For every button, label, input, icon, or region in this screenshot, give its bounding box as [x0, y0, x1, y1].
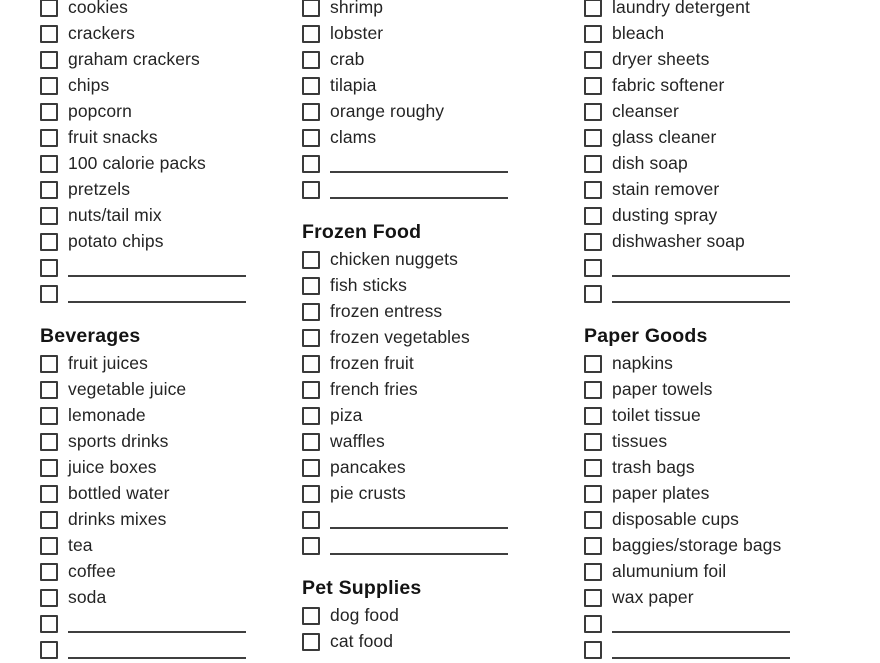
- checkbox[interactable]: [584, 181, 602, 199]
- checkbox[interactable]: [40, 0, 58, 17]
- checkbox[interactable]: [302, 155, 320, 173]
- checkbox[interactable]: [302, 633, 320, 651]
- checkbox[interactable]: [40, 129, 58, 147]
- checkbox[interactable]: [40, 259, 58, 277]
- checkbox[interactable]: [302, 433, 320, 451]
- item-label: dish soap: [612, 153, 688, 174]
- blank-checklist-row: [40, 637, 292, 663]
- checklist-row: [40, 151, 292, 177]
- blank-checklist-row: [302, 533, 554, 559]
- item-label: sports drinks: [68, 431, 169, 452]
- checkbox[interactable]: [584, 25, 602, 43]
- item-label: tissues: [612, 431, 668, 452]
- item-label: trash bags: [612, 457, 695, 478]
- item-label: coffee: [68, 561, 116, 582]
- checklist-row: [302, 325, 554, 351]
- item-label: paper plates: [612, 483, 710, 504]
- blank-checklist-row: [40, 281, 292, 307]
- checkbox[interactable]: [302, 381, 320, 399]
- checklist-row: [302, 21, 554, 47]
- checklist-row: [302, 351, 554, 377]
- checkbox[interactable]: [584, 381, 602, 399]
- item-label: chips: [68, 75, 110, 96]
- checkbox[interactable]: [40, 233, 58, 251]
- checkbox[interactable]: [302, 77, 320, 95]
- checklist-row: [40, 559, 292, 585]
- checkbox[interactable]: [40, 25, 58, 43]
- item-label: fruit snacks: [68, 127, 158, 148]
- checklist-row: [584, 403, 880, 429]
- checkbox[interactable]: [40, 207, 58, 225]
- checklist-row: [584, 47, 880, 73]
- blank-checklist-row: [40, 255, 292, 281]
- checklist-row: [302, 455, 554, 481]
- checklist-row: [40, 533, 292, 559]
- checklist-row: [302, 0, 554, 21]
- checkbox[interactable]: [302, 181, 320, 199]
- write-in-line[interactable]: [612, 615, 790, 633]
- checkbox[interactable]: [584, 155, 602, 173]
- write-in-line[interactable]: [612, 641, 790, 659]
- checkbox[interactable]: [302, 103, 320, 121]
- checkbox[interactable]: [584, 485, 602, 503]
- checkbox[interactable]: [584, 433, 602, 451]
- item-label: frozen vegetables: [330, 327, 470, 348]
- item-label: graham crackers: [68, 49, 200, 70]
- item-label: juice boxes: [68, 457, 157, 478]
- checkbox[interactable]: [40, 433, 58, 451]
- item-label: bleach: [612, 23, 665, 44]
- item-label: piza: [330, 405, 363, 426]
- checkbox[interactable]: [302, 485, 320, 503]
- checkbox[interactable]: [302, 407, 320, 425]
- checklist-row: [40, 455, 292, 481]
- checkbox[interactable]: [302, 129, 320, 147]
- checkbox[interactable]: [584, 355, 602, 373]
- checklist-row: [584, 481, 880, 507]
- checklist-row: [584, 73, 880, 99]
- checkbox[interactable]: [584, 0, 602, 17]
- item-label: nuts/tail mix: [68, 205, 162, 226]
- item-label: pretzels: [68, 179, 131, 200]
- checkbox[interactable]: [584, 103, 602, 121]
- item-label: pie crusts: [330, 483, 406, 504]
- checkbox[interactable]: [40, 103, 58, 121]
- checklist-row: [584, 559, 880, 585]
- write-in-line[interactable]: [330, 155, 508, 173]
- item-label: stain remover: [612, 179, 720, 200]
- item-label: fish sticks: [330, 275, 407, 296]
- checkbox[interactable]: [40, 485, 58, 503]
- item-label: frozen fruit: [330, 353, 414, 374]
- item-label: potato chips: [68, 231, 164, 252]
- checklist-row: [40, 229, 292, 255]
- item-label: soda: [68, 587, 107, 608]
- checkbox[interactable]: [584, 233, 602, 251]
- checklist-row: [40, 203, 292, 229]
- write-in-line[interactable]: [68, 259, 246, 277]
- checkbox[interactable]: [40, 155, 58, 173]
- checkbox[interactable]: [302, 607, 320, 625]
- checklist-row: [584, 455, 880, 481]
- blank-checklist-row: [302, 151, 554, 177]
- blank-checklist-row: [302, 177, 554, 203]
- checkbox[interactable]: [302, 355, 320, 373]
- write-in-line[interactable]: [612, 285, 790, 303]
- checkbox[interactable]: [40, 77, 58, 95]
- checklist-row: [302, 125, 554, 151]
- checklist-row: [302, 603, 554, 629]
- item-label: disposable cups: [612, 509, 739, 530]
- item-label: frozen entress: [330, 301, 443, 322]
- checklist-row: [40, 47, 292, 73]
- checklist-row: [40, 429, 292, 455]
- write-in-line[interactable]: [330, 181, 508, 199]
- checkbox[interactable]: [302, 303, 320, 321]
- checkbox[interactable]: [584, 641, 602, 659]
- item-label: paper towels: [612, 379, 713, 400]
- item-label: crackers: [68, 23, 135, 44]
- checklist-row: [302, 377, 554, 403]
- checkbox[interactable]: [40, 511, 58, 529]
- blank-checklist-row: [584, 611, 880, 637]
- checklist-row: [40, 73, 292, 99]
- checkbox[interactable]: [40, 51, 58, 69]
- checkbox[interactable]: [302, 459, 320, 477]
- checklist-row: [584, 125, 880, 151]
- checkbox[interactable]: [584, 589, 602, 607]
- checklist-row: [584, 429, 880, 455]
- checklist-row: [40, 403, 292, 429]
- checkbox[interactable]: [302, 537, 320, 555]
- checklist-row: [302, 47, 554, 73]
- item-label: crab: [330, 49, 365, 70]
- checkbox[interactable]: [584, 407, 602, 425]
- item-label: wax paper: [612, 587, 694, 608]
- write-in-line[interactable]: [612, 259, 790, 277]
- checkbox[interactable]: [40, 615, 58, 633]
- item-label: fabric softener: [612, 75, 725, 96]
- item-label: waffles: [330, 431, 385, 452]
- item-label: baggies/storage bags: [612, 535, 782, 556]
- checklist-row: [40, 351, 292, 377]
- item-label: chicken nuggets: [330, 249, 458, 270]
- checklist-row: [584, 585, 880, 611]
- checklist-row: [40, 177, 292, 203]
- checkbox[interactable]: [40, 355, 58, 373]
- item-label: alumunium foil: [612, 561, 727, 582]
- blank-checklist-row: [302, 507, 554, 533]
- checklist-row: [584, 99, 880, 125]
- item-label: fruit juices: [68, 353, 148, 374]
- checklist-row: [584, 151, 880, 177]
- checklist-row: [40, 0, 292, 21]
- item-label: drinks mixes: [68, 509, 167, 530]
- item-label: clams: [330, 127, 377, 148]
- checklist-row: [302, 73, 554, 99]
- item-label: dog food: [330, 605, 399, 626]
- item-label: tea: [68, 535, 93, 556]
- checkbox[interactable]: [302, 511, 320, 529]
- checkbox[interactable]: [40, 563, 58, 581]
- write-in-line[interactable]: [68, 285, 246, 303]
- blank-checklist-row: [584, 281, 880, 307]
- checkbox[interactable]: [40, 407, 58, 425]
- checklist-row: [302, 403, 554, 429]
- checklist-row: [40, 125, 292, 151]
- checklist-row: [302, 299, 554, 325]
- item-label: cat food: [330, 631, 394, 652]
- item-label: vegetable juice: [68, 379, 187, 400]
- checklist-column-left: [40, 0, 292, 663]
- checklist-row: [40, 21, 292, 47]
- item-label: cookies: [68, 0, 129, 18]
- write-in-line[interactable]: [330, 511, 508, 529]
- checkbox[interactable]: [584, 259, 602, 277]
- item-label: french fries: [330, 379, 418, 400]
- checklist-row: [40, 585, 292, 611]
- checkbox[interactable]: [302, 329, 320, 347]
- checkbox[interactable]: [40, 285, 58, 303]
- checkbox[interactable]: [40, 181, 58, 199]
- checkbox[interactable]: [40, 459, 58, 477]
- section-header-beverages: Beverages: [40, 325, 141, 347]
- section-header-pet-supplies: Pet Supplies: [302, 577, 422, 599]
- item-label: popcorn: [68, 101, 132, 122]
- item-label: tilapia: [330, 75, 377, 96]
- section-header-frozen-food: Frozen Food: [302, 221, 422, 243]
- checklist-row: [302, 629, 554, 655]
- write-in-line[interactable]: [68, 615, 246, 633]
- checklist-row: [584, 533, 880, 559]
- checkbox[interactable]: [584, 615, 602, 633]
- item-label: napkins: [612, 353, 674, 374]
- checklist-row: [584, 351, 880, 377]
- checklist-row: [40, 377, 292, 403]
- checklist-row: [584, 177, 880, 203]
- checkbox[interactable]: [302, 251, 320, 269]
- item-label: cleanser: [612, 101, 679, 122]
- section-header-paper-goods: Paper Goods: [584, 325, 708, 347]
- checkbox[interactable]: [584, 537, 602, 555]
- checklist-row: [584, 203, 880, 229]
- checklist-column-middle: [302, 0, 554, 655]
- checkbox[interactable]: [584, 511, 602, 529]
- blank-checklist-row: [40, 611, 292, 637]
- checklist-row: [302, 429, 554, 455]
- checkbox[interactable]: [302, 25, 320, 43]
- checklist-row: [302, 99, 554, 125]
- checkbox[interactable]: [584, 285, 602, 303]
- checkbox[interactable]: [584, 459, 602, 477]
- checkbox[interactable]: [40, 641, 58, 659]
- checkbox[interactable]: [40, 381, 58, 399]
- checklist-row: [302, 247, 554, 273]
- item-label: toilet tissue: [612, 405, 701, 426]
- checklist-row: [584, 229, 880, 255]
- checkbox[interactable]: [40, 537, 58, 555]
- checklist-row: [584, 377, 880, 403]
- blank-checklist-row: [584, 255, 880, 281]
- checkbox[interactable]: [302, 0, 320, 17]
- item-label: glass cleaner: [612, 127, 717, 148]
- item-label: laundry detergent: [612, 0, 750, 18]
- checklist-row: [584, 507, 880, 533]
- item-label: lemonade: [68, 405, 146, 426]
- write-in-line[interactable]: [330, 537, 508, 555]
- item-label: lobster: [330, 23, 384, 44]
- checklist-column-right: [584, 0, 880, 663]
- checklist-row: [40, 99, 292, 125]
- item-label: dryer sheets: [612, 49, 710, 70]
- item-label: 100 calorie packs: [68, 153, 206, 174]
- checkbox[interactable]: [584, 563, 602, 581]
- checkbox[interactable]: [584, 207, 602, 225]
- item-label: orange roughy: [330, 101, 445, 122]
- blank-checklist-row: [584, 637, 880, 663]
- checkbox[interactable]: [302, 277, 320, 295]
- item-label: dusting spray: [612, 205, 718, 226]
- checklist-row: [584, 21, 880, 47]
- write-in-line[interactable]: [68, 641, 246, 659]
- checkbox[interactable]: [302, 51, 320, 69]
- checklist-row: [584, 0, 880, 21]
- checklist-row: [302, 481, 554, 507]
- item-label: dishwasher soap: [612, 231, 745, 252]
- item-label: shrimp: [330, 0, 384, 18]
- checklist-row: [40, 481, 292, 507]
- checkbox[interactable]: [584, 129, 602, 147]
- checklist-row: [40, 507, 292, 533]
- checklist-row: [302, 273, 554, 299]
- checkbox[interactable]: [584, 51, 602, 69]
- item-label: pancakes: [330, 457, 406, 478]
- item-label: bottled water: [68, 483, 170, 504]
- checkbox[interactable]: [584, 77, 602, 95]
- checkbox[interactable]: [40, 589, 58, 607]
